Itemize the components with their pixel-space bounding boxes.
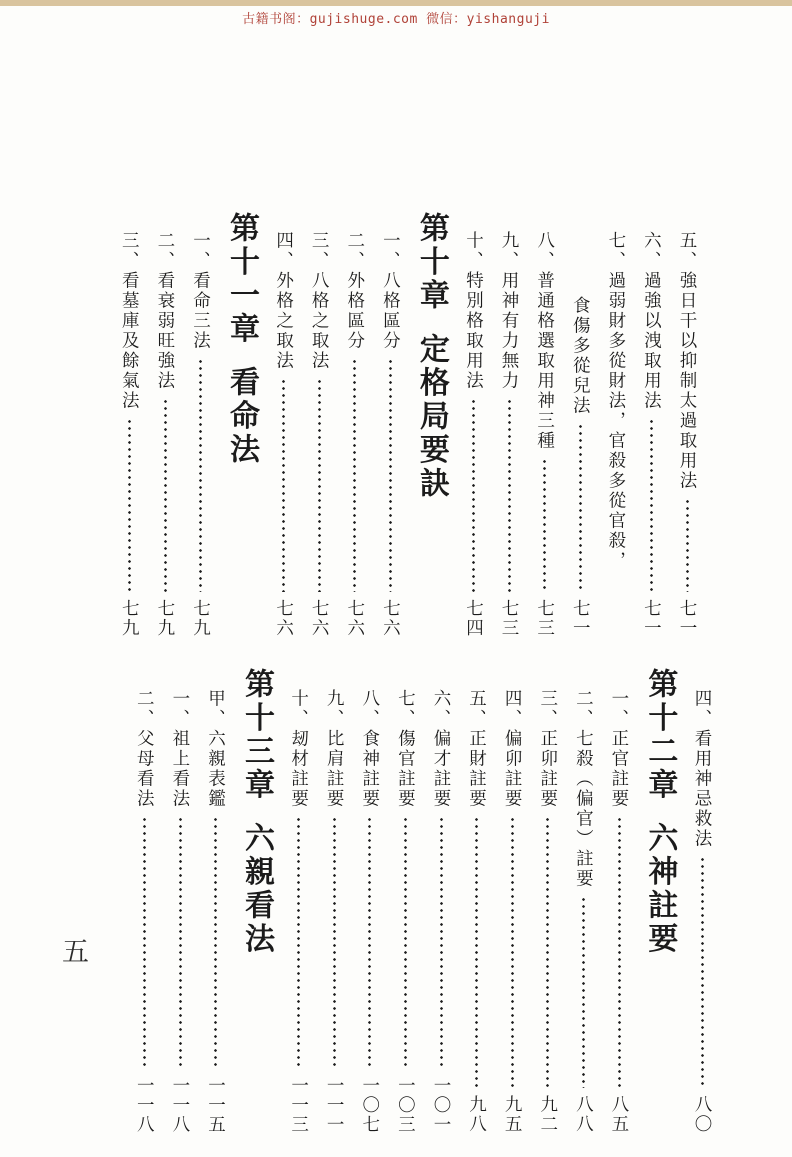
toc-entry <box>274 210 294 638</box>
toc-entry <box>310 210 330 638</box>
chapter-heading <box>223 210 258 638</box>
toc-lower-block <box>119 666 712 1134</box>
dot-leader <box>582 896 585 1088</box>
page-top-edge-strip <box>0 0 792 6</box>
dot-leader <box>508 398 511 592</box>
toc-entry-page: 一〇三 <box>396 1075 417 1134</box>
toc-entry <box>609 666 629 1134</box>
toc-entry-page: 七一 <box>642 599 663 638</box>
toc-entry-title: 五、正財註要 <box>467 689 488 809</box>
chapter-number: 第十章 <box>414 212 448 313</box>
toc-entry <box>381 210 401 638</box>
toc-entry <box>325 666 345 1134</box>
toc-entry <box>345 210 365 638</box>
toc-entry <box>642 210 662 638</box>
toc-entry-title: 十、刼材註要 <box>289 689 310 809</box>
chapter-title: 看命法 <box>224 366 258 467</box>
toc-entry <box>464 210 484 638</box>
toc-entry-page: 七四 <box>464 599 485 638</box>
toc-entry-page: 七三 <box>500 599 521 638</box>
toc-entry-page: 九八 <box>467 1095 488 1134</box>
dot-leader <box>686 498 689 592</box>
toc-entry-title: 六、偏才註要 <box>431 689 452 809</box>
toc-entry-title: 二、七殺（偏官）註要 <box>574 689 595 889</box>
dot-leader <box>511 816 514 1088</box>
toc-entry-page: 七九 <box>120 599 141 638</box>
toc-entry-title: 八、普通格選取用神三種 <box>535 231 556 451</box>
toc-entry-page: 八〇 <box>693 1095 713 1134</box>
chapter-title: 定格局要訣 <box>414 332 448 500</box>
toc-entry-page: 九五 <box>503 1095 524 1134</box>
chapter-heading <box>413 210 448 638</box>
toc-entry-title: 一、八格區分 <box>381 231 402 351</box>
dot-leader <box>440 816 443 1069</box>
toc-entry-title: 甲、六親表鑑 <box>206 689 227 809</box>
chapter-title: 六親看法 <box>239 822 273 956</box>
toc-entry-page: 一一三 <box>289 1075 310 1134</box>
toc-upper-block <box>104 210 697 638</box>
toc-entry <box>503 666 523 1134</box>
dot-leader <box>297 816 300 1069</box>
dot-leader <box>333 816 336 1069</box>
toc-entry <box>499 210 519 638</box>
chapter-number: 第十二章 <box>643 668 677 802</box>
toc-entry <box>206 666 226 1134</box>
toc-entry-page: 一一一 <box>325 1075 346 1134</box>
dot-leader <box>472 398 475 592</box>
toc-entry <box>538 666 558 1134</box>
toc-entry-page: 九二 <box>538 1095 559 1134</box>
toc-entry-page: 一一八 <box>170 1075 191 1134</box>
dot-leader <box>143 816 146 1069</box>
toc-entry-title: 四、外格之取法 <box>274 231 295 371</box>
toc-entry <box>535 210 555 638</box>
dot-leader <box>199 358 202 592</box>
dot-leader <box>579 423 582 592</box>
toc-entry-title: 四、看用神忌救法 <box>693 689 713 849</box>
toc-entry-title: 食傷多從兒法 <box>571 296 592 416</box>
dot-leader <box>318 378 321 592</box>
dot-leader <box>543 458 546 592</box>
toc-entry-title: 三、八格之取法 <box>310 231 331 371</box>
dot-leader <box>389 358 392 592</box>
dot-leader <box>282 378 285 592</box>
toc-entry <box>692 666 712 1134</box>
toc-entry <box>360 666 380 1134</box>
toc-entry-title: 一、祖上看法 <box>170 689 191 809</box>
toc-entry-page: 八八 <box>574 1095 595 1134</box>
toc-entry <box>155 210 175 638</box>
dot-leader <box>353 358 356 592</box>
toc-entry <box>606 210 626 638</box>
chapter-heading <box>238 666 273 1134</box>
toc-entry <box>571 210 591 638</box>
toc-entry-title: 二、看衰弱旺強法 <box>155 231 176 391</box>
toc-entry <box>135 666 155 1134</box>
toc-entry-page: 一一八 <box>135 1075 156 1134</box>
toc-entry-title: 三、看墓庫及餘氣法 <box>120 231 141 411</box>
chapter-heading <box>642 666 677 1134</box>
toc-entry-title: 五、強日干以抑制太過取用法 <box>678 231 698 491</box>
toc-entry <box>289 666 309 1134</box>
toc-entry-title: 七、傷官註要 <box>396 689 417 809</box>
watermark-header: 古籍书阁：gujishuge.com 微信：yishanguji <box>242 12 550 27</box>
toc-entry-page: 七九 <box>191 599 212 638</box>
dot-leader <box>475 816 478 1088</box>
toc-entry <box>467 666 487 1134</box>
toc-entry-title: 二、外格區分 <box>345 231 366 351</box>
toc-entry-page: 七六 <box>345 599 366 638</box>
toc-entry-title: 九、用神有力無力 <box>500 231 521 391</box>
toc-entry-page: 七六 <box>310 599 331 638</box>
toc-entry <box>170 666 190 1134</box>
toc-entry-page: 一一五 <box>206 1075 227 1134</box>
chapter-number: 第十一章 <box>224 212 258 346</box>
dot-leader <box>128 418 131 592</box>
toc-entry-page: 七一 <box>678 599 698 638</box>
toc-entry-title: 八、食神註要 <box>360 689 381 809</box>
chapter-title: 六神註要 <box>643 822 677 956</box>
dot-leader <box>546 816 549 1088</box>
toc-entry-page: 七六 <box>274 599 295 638</box>
dot-leader <box>164 398 167 592</box>
toc-entry-page: 七一 <box>571 599 592 638</box>
toc-entry-page: 一〇七 <box>360 1075 381 1134</box>
toc-entry-page: 八五 <box>609 1095 630 1134</box>
toc-entry-page: 七六 <box>381 599 402 638</box>
toc-entry <box>191 210 211 638</box>
dot-leader <box>368 816 371 1069</box>
toc-entry <box>396 666 416 1134</box>
toc-entry-title: 十、特別格取用法 <box>464 231 485 391</box>
chapter-number: 第十三章 <box>239 668 273 802</box>
toc-entry-title: 九、比肩註要 <box>325 689 346 809</box>
dot-leader <box>701 856 704 1088</box>
toc-entry-title: 一、正官註要 <box>609 689 630 809</box>
toc-entry-page: 七三 <box>535 599 556 638</box>
folio-page-number: 五 <box>62 937 89 967</box>
toc-entry-page: 七九 <box>155 599 176 638</box>
dot-leader <box>404 816 407 1069</box>
toc-entry <box>677 210 697 638</box>
toc-entry <box>120 210 140 638</box>
dot-leader <box>179 816 182 1069</box>
toc-entry-title: 二、父母看法 <box>135 689 156 809</box>
toc-entry-title: 六、過強以洩取用法 <box>642 231 663 411</box>
toc-entry <box>574 666 594 1134</box>
dot-leader <box>214 816 217 1069</box>
toc-entry-title: 三、正卯註要 <box>538 689 559 809</box>
dot-leader <box>618 816 621 1088</box>
toc-entry <box>431 666 451 1134</box>
dot-leader <box>650 418 653 592</box>
toc-entry-title: 四、偏卯註要 <box>503 689 524 809</box>
toc-entry-title: 一、看命三法 <box>191 231 212 351</box>
toc-entry-title: 七、過弱財多從財法，官殺多從官殺， <box>606 231 627 571</box>
toc-entry-page: 一〇一 <box>431 1075 452 1134</box>
